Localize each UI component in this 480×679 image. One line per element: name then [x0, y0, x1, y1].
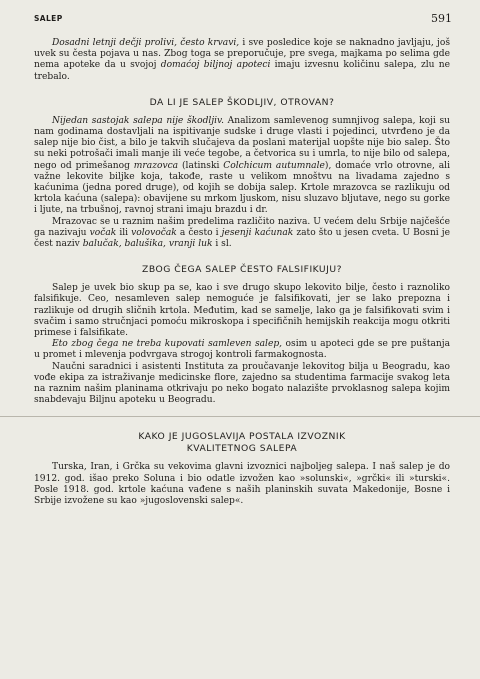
emphasis: jesenji kaćunak: [221, 227, 294, 238]
emphasis: volovočak: [131, 227, 177, 238]
section-heading-export: [34, 431, 450, 455]
text: ), domaće vrlo otrovne, ali važne lekovite biljke koja, takođe, raste u velikom mnoštvu na livadama zajedno s kaćunima (jedna pored druge), od kojih se dobija salep. Krtole mrazovca se razlikuju od krtola kaćuna (salepa): obavijene su mrkom ljuskom, nisu sluzavo bljutave, nego su gorke i ljute, na trbušnoj, ravnoj strani imaju brazdu i dr.: [34, 160, 451, 216]
emphasis: Nijedan sastojak salepa nije škodljiv.: [52, 115, 225, 126]
heading-line-2: KVALITETNOG SALEPA: [186, 443, 298, 455]
text: a često i: [176, 227, 222, 238]
text: i sve posledice koje se naknadno javljaju, još uvek su česta pojava u nas. Zbog toga se preporučuje, pre svega, majkama po selima gde nema apoteke da u svojoj: [34, 38, 450, 71]
emphasis: vočak: [89, 227, 117, 238]
emphasis: mrazovca: [133, 160, 179, 171]
page-content: [34, 38, 450, 507]
institute-paragraph: Naučni saradnici i asistenti Instituta za proučavanje lekovitog bilja u Beogradu, kao vođe ekipa za istraživanje medicinske flore, zajedno sa studentima farmacije svakog leta na raznim našim planinama otkrivaju po neko bogato nalazište prvoklasnog salepa kojim snabdevaju Biljnu apoteku u Beogradu.: [34, 361, 450, 406]
intro-paragraph: [34, 38, 450, 83]
text: Mrazovac se u raznim našim predelima različito naziva. U većem delu Srbije najčešće ga nazivaju: [34, 216, 450, 238]
page-header: [34, 10, 452, 32]
emphasis: Eto zbog čega ne treba kupovati samleven salep,: [52, 339, 283, 350]
emphasis: Dosadni letnji dečji prolivi, često krvavi,: [52, 38, 240, 48]
section-heading-toxicity: DA LI JE SALEP ŠKODLJIV, OTROVAN?: [149, 96, 335, 108]
section-divider: [0, 416, 480, 417]
text: Analizom samlevenog sumnjivog salepa, koji su nam godinama dostavljali na ispitivanje sudske i druge vlasti i pojedinci, utvrđeno je da salep nije bio čist, a bilo je takvih slučajeva da poslani materijal uopšte nije bio salep. Što su neki potrošači imali manje ili veće tegobe, a četvorica su i umrla, to nije bilo od salepa, nego od primešanog: [34, 115, 450, 171]
emphasis: domaćoj biljnoj apoteci: [160, 60, 271, 71]
page-number: 591: [431, 12, 452, 25]
section-heading-falsification: ZBOG ČEGA SALEP ČESTO FALSIFIKUJU?: [142, 264, 342, 276]
warning-paragraph: [34, 339, 450, 361]
text: osim u apoteci gde se pre puštanja u promet i mlevenja podvrgava strogoj kontroli farmakognosta.: [34, 339, 450, 361]
running-head: SALEP: [34, 14, 63, 23]
text: ili: [116, 227, 132, 238]
text: (latinski: [178, 160, 224, 171]
export-paragraph: Turska, Iran, i Grčka su vekovima glavni izvoznici najboljeg salepa. I naš salep je do 1912. god. išao preko Soluna i bio odatle izvožen kao »solunski«, »grčki« ili »turski«. Posle 1918. god. krtole kaćuna vađene s naših planinskih suvata Makedonije, Bosne i Srbije izvožene su kao »jugoslovenski salep«.: [34, 462, 450, 507]
heading-line-1: KAKO JE JUGOSLAVIJA POSTALA IZVOZNIK: [138, 431, 346, 443]
text: i sl.: [212, 239, 232, 250]
text: zato što u jesen cveta. U Bosni je čest naziv: [34, 227, 450, 250]
emphasis: Colchicum autumnale: [223, 160, 325, 171]
toxicity-paragraph: [34, 116, 450, 217]
text: imaju izvesnu količinu salepa, zlu ne trebalo.: [34, 60, 451, 82]
falsification-paragraph: Salep je uvek bio skup pa se, kao i sve drugo skupo lekovito bilje, često i raznoliko falsifikuje. Ceo, nesamleven salep nemoguće je falsifikovati, jer se lako prepozna i razlikuje od drugih sličnih krtola. Međutim, kad se samelje, lako ga je falsifikovati svim i svačim i samo stručnjaci pomoću mikroskopa i specifičnih hemijskih reakcija mogu otkriti primese i falsifikate.: [34, 283, 450, 339]
names-paragraph: [34, 217, 450, 251]
emphasis: balučak, balušika, vranji luk: [82, 239, 213, 250]
